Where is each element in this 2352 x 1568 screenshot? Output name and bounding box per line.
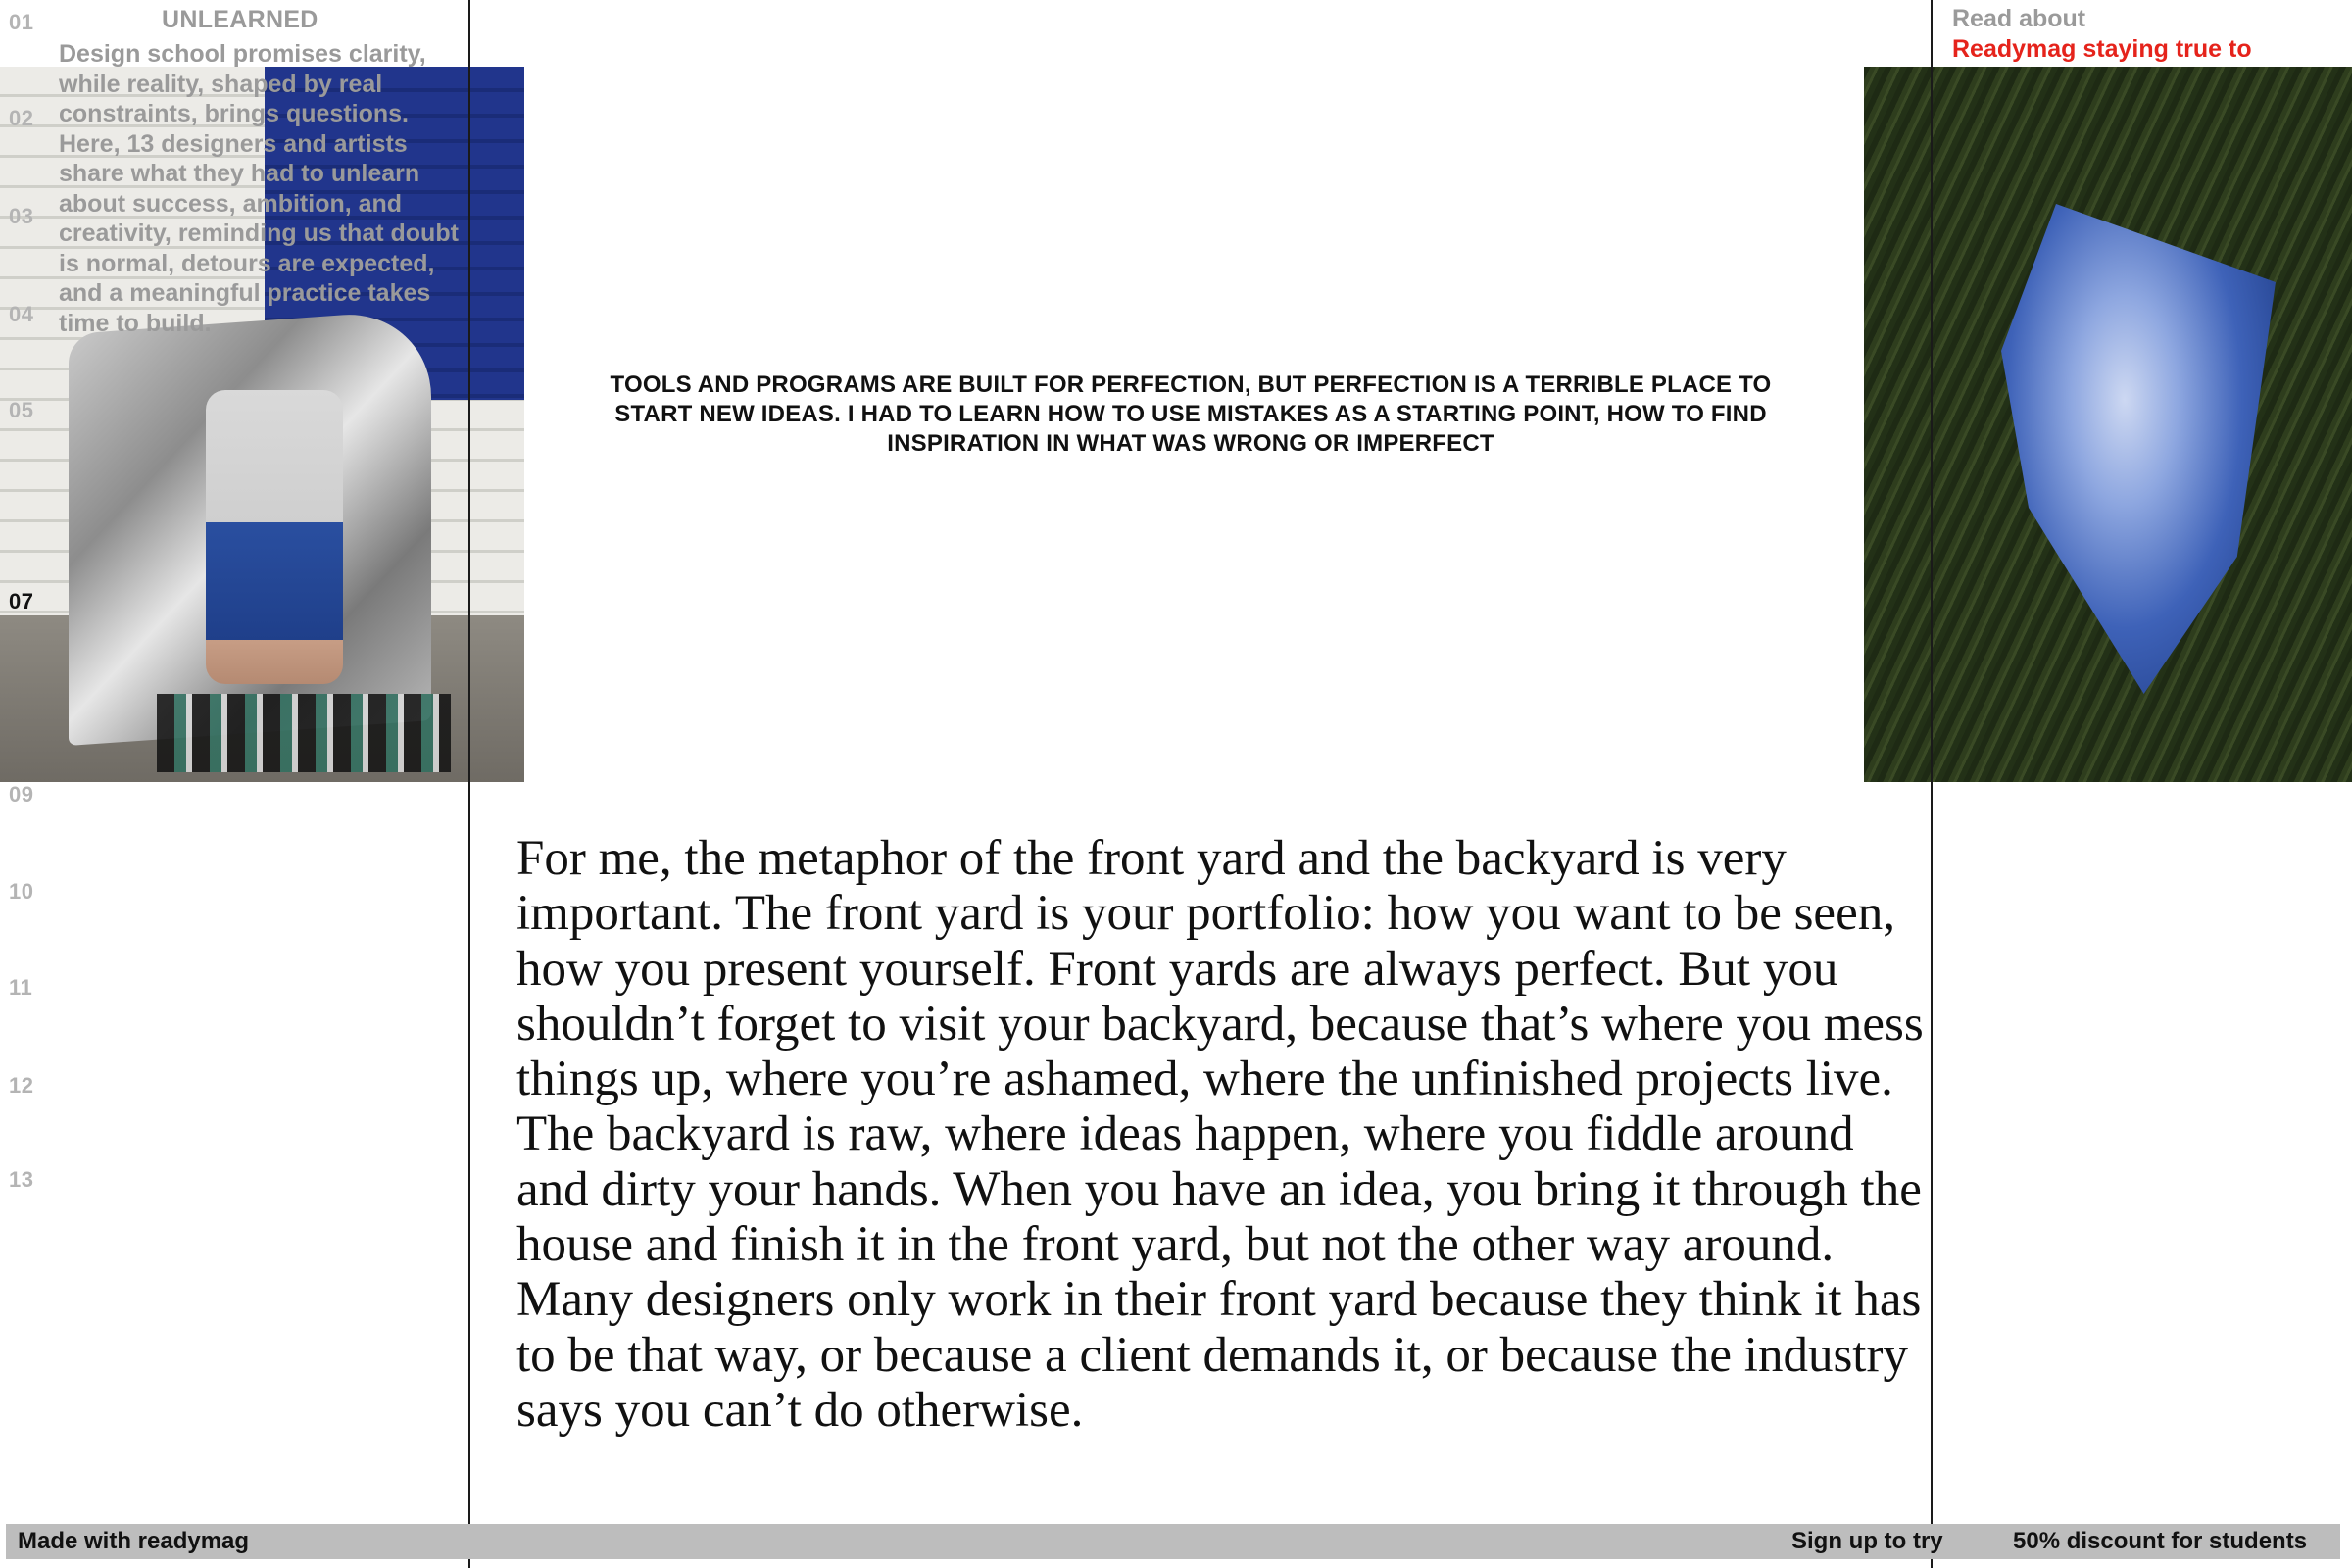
column-divider-right [1931,0,1933,1568]
nav-item-01[interactable]: 01 [9,10,34,34]
sign-up-link[interactable]: Sign up to try [1791,1528,1943,1554]
nav-item-12[interactable]: 12 [9,1073,34,1098]
article-photo-right [1864,67,2352,782]
student-discount-link[interactable]: 50% discount for students [2013,1528,2308,1554]
nav-item-04[interactable]: 04 [9,302,34,326]
read-about-link[interactable]: Readymag staying true to [1952,35,2252,63]
nav-item-10[interactable]: 10 [9,879,34,904]
article-body: For me, the metaphor of the front yard and the backyard is very important. The front yard is your portfolio: how you want to be seen, how you present yourself. Front yards are always perfect. But you shouldn’t forget to visit your backyard, because that’s where you mess things up, where you’re ashamed, where the unfinished projects live. The backyard is raw, where ideas happen, where you fiddle around and dirty your hands. When you have an idea, you bring it through the house and finish it in the front yard, but not the other way around. Many designers only work in their front yard because they think it has to be that way, or because a client demands it, or because the industry says you can’t do otherwise. [516,831,1924,1438]
pull-quote: TOOLS AND PROGRAMS ARE BUILT FOR PERFECTION, BUT PERFECTION IS A TERRIBLE PLACE TO START NEW IDEAS. I HAD TO LEARN HOW TO USE MISTAKES AS A STARTING POINT, HOW TO FIND INSPIRATION IN WHAT WAS WRONG OR IMPERFECT [610,371,1772,457]
nav-item-07[interactable]: 07 [9,589,34,613]
nav-item-09[interactable]: 09 [9,782,34,807]
nav-item-11[interactable]: 11 [9,975,33,1000]
nav-item-03[interactable]: 03 [9,204,34,228]
nav-item-02[interactable]: 02 [9,106,34,130]
made-with-readymag-link[interactable]: Made with readymag [18,1528,250,1554]
read-about-label: Read about [1952,5,2086,32]
readymag-footer-bar [6,1524,2340,1559]
column-divider-left [468,0,470,1568]
intro-blurb: Design school promises clarity, while reality, shaped by real constraints, brings questions. Here, 13 designers and artists share what they had to unlearn about success, ambition, and creativity, reminding us that doubt is normal, detours are expected, and a meaningful practice takes time to build. [59,40,459,337]
nav-item-05[interactable]: 05 [9,398,34,422]
magazine-title[interactable]: UNLEARNED [162,6,318,33]
nav-item-13[interactable]: 13 [9,1167,34,1192]
